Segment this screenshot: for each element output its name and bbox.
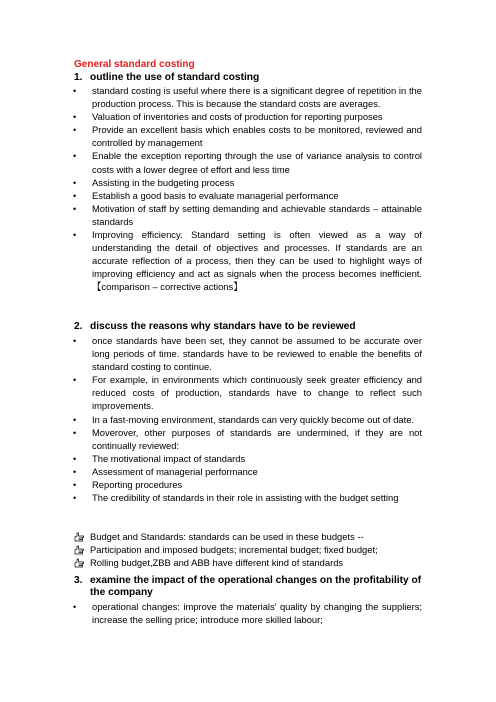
notes-list xyxy=(74,531,434,569)
section-2-number: 2. xyxy=(74,321,83,332)
section-2-bullet-list xyxy=(74,334,422,504)
section-2-heading xyxy=(74,321,434,333)
section-3-heading xyxy=(74,575,434,599)
list-item: • Reporting procedures xyxy=(74,478,422,491)
note-item xyxy=(74,544,434,557)
note-item xyxy=(74,531,434,544)
list-item: • In a fast-moving environment, standards can very quickly become out of date. xyxy=(74,413,422,426)
list-item: • Establish a good basis to evaluate managerial performance xyxy=(74,189,422,202)
pointing-hand-icon xyxy=(74,558,85,568)
list-item: • Improving efficiency. Standard setting is often viewed as a way of understanding the detail of objectives and processes. If standards are an accurate reflection of a process, then they can be used to highlight ways of improving efficiency and act as signals when the process becomes inefficient. 【comparison – corrective actions】 xyxy=(74,228,422,293)
list-item: • Enable the exception reporting through the use of variance analysis to control costs with a lower degree of effort and less time xyxy=(74,149,422,175)
section-1-number: 1. xyxy=(74,72,83,83)
note-text: Rolling budget,ZBB and ABB have different kind of standards xyxy=(90,556,344,568)
section-1-heading-text: outline the use of standard costing xyxy=(90,72,260,83)
list-item: • Valuation of inventories and costs of production for reporting purposes xyxy=(74,110,422,123)
list-item: • The credibility of standards in their role in assisting with the budget setting xyxy=(74,491,422,504)
list-item: • standard costing is useful where there is a significant degree of repetition in the production process. This is because the standard costs are averages. xyxy=(74,84,422,110)
section-3-bullet-list xyxy=(74,600,422,626)
list-item: • Motivation of staff by setting demanding and achievable standards – attainable standards xyxy=(74,202,422,228)
list-item: • The motivational impact of standards xyxy=(74,452,422,465)
list-item: • Moverover, other purposes of standards are undermined, if they are not continually reviewed: xyxy=(74,426,422,452)
list-item: • For example, in environments which continuously seek greater efficiency and reduced costs of production, standards have to change to reflect such improvements. xyxy=(74,373,422,412)
note-item xyxy=(74,557,434,570)
note-text: Budget and Standards: standards can be used in these budgets -- xyxy=(90,531,364,542)
section-2-heading-text: discuss the reasons why standars have to be reviewed xyxy=(90,321,356,332)
pointing-hand-icon xyxy=(74,545,85,555)
section-1-bullet-list xyxy=(74,84,422,294)
list-item: • operational changes: improve the materials' quality by changing the suppliers; increase the selling price; introduce more skilled labour; xyxy=(74,600,422,626)
list-item: • once standards have been set, they cannot be assumed to be accurate over long periods of time. standards have to be reviewed to enable the benefits of standard costing to continue. xyxy=(74,334,422,373)
pointing-hand-icon xyxy=(74,532,85,542)
section-1-heading xyxy=(74,72,434,84)
list-item: • Provide an excellent basis which enables costs to be monitored, reviewed and controlled by management xyxy=(74,123,422,149)
section-3-heading-continuation: the company xyxy=(90,587,153,598)
list-item: • Assessment of managerial performance xyxy=(74,465,422,478)
section-3-heading-text: examine the impact of the operational changes on the profitability of xyxy=(90,575,422,586)
list-item: • Assisting in the budgeting process xyxy=(74,176,422,189)
section-3-number: 3. xyxy=(74,575,83,586)
document-title: General standard costing xyxy=(74,59,195,70)
note-text: Participation and imposed budgets; incremental budget; fixed budget; xyxy=(90,543,378,555)
